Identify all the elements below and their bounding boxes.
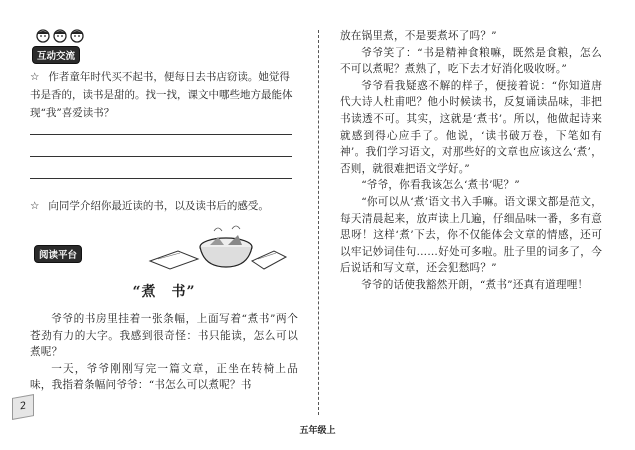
article-paragraph: 爷爷的书房里挂着一张条幅，上面写着“煮书”两个苍劲有力的大字。我感到很奇怪：书只能读，怎么可以煮呢？: [30, 313, 298, 359]
answer-line: [30, 156, 292, 157]
article-paragraph: “你可以从‘煮’语文书入手嘛。语文课文都是范文，每天清晨起来，放声读上几遍，仔细品味一番，多有意思呀！这样‘煮’下去，你不仅能体会文章的情感，还可以牢记妙词佳句……好处可多啦。肚子里的词多了，今后说话和写文章，还会犯愁吗？”: [340, 195, 602, 275]
question-2: [30, 197, 298, 215]
question-2-text: 向同学介绍你最近读的书，以及读书后的感受。: [48, 200, 269, 212]
article-paragraph: 爷爷的话使我豁然开朗，“煮书”还真有道理哩！: [361, 278, 589, 291]
star-icon: ☆: [30, 71, 40, 83]
footer-grade-label: 五年级上: [299, 426, 336, 436]
reading-badge: 阅读平台: [34, 245, 82, 263]
article-paragraph: 爷爷笑了：“书是精神食粮嘛，既然是食粮，怎么不可以煮呢？煮熟了，吃下去才好消化吸收呀。”: [340, 46, 602, 76]
question-1: [30, 68, 298, 122]
reading-header: [30, 223, 298, 279]
star-icon: ☆: [30, 200, 40, 212]
left-column: [30, 28, 298, 423]
article-paragraph: 放在锅里煮，不是要煮坏了吗？”: [340, 30, 497, 42]
interaction-badge: 互动交流: [32, 46, 80, 64]
books-pot-illustration: [148, 223, 288, 273]
interaction-header: [30, 28, 298, 62]
answer-line: [30, 178, 292, 179]
article-paragraph: 爷爷看我疑惑不解的样子，便接着说：“你知道唐代大诗人杜甫吧？他小时候读书，反复诵读品味，非把书读透不可。其实，这就是‘煮书’。所以，他做起诗来就感到得心应手了。他说，‘读书破万卷，下笔如有神’。我们学习语文，对那些好的文章也应该这么‘煮’，否则，就很难把语文学好。”: [340, 79, 602, 175]
answer-lines: [30, 134, 298, 179]
article-title: “煮 书”: [132, 284, 196, 300]
question-1-text: 作者童年时代买不起书，便每日去书店窃读。她觉得书是香的，读书是甜的。找一找，课文中哪些地方最能体现“我”喜爱读书？: [30, 71, 293, 119]
column-divider: [318, 30, 319, 415]
answer-line: [30, 134, 292, 135]
page-number: 2: [12, 394, 34, 420]
article-paragraph: “爷爷，你看我该怎么‘煮书’呢？”: [361, 179, 520, 192]
right-column: [340, 28, 602, 423]
article-paragraph: 一天，爷爷刚刚写完一篇文章，正坐在转椅上品味，我指着条幅问爷爷：“书怎么可以煮呢？书: [30, 362, 298, 392]
